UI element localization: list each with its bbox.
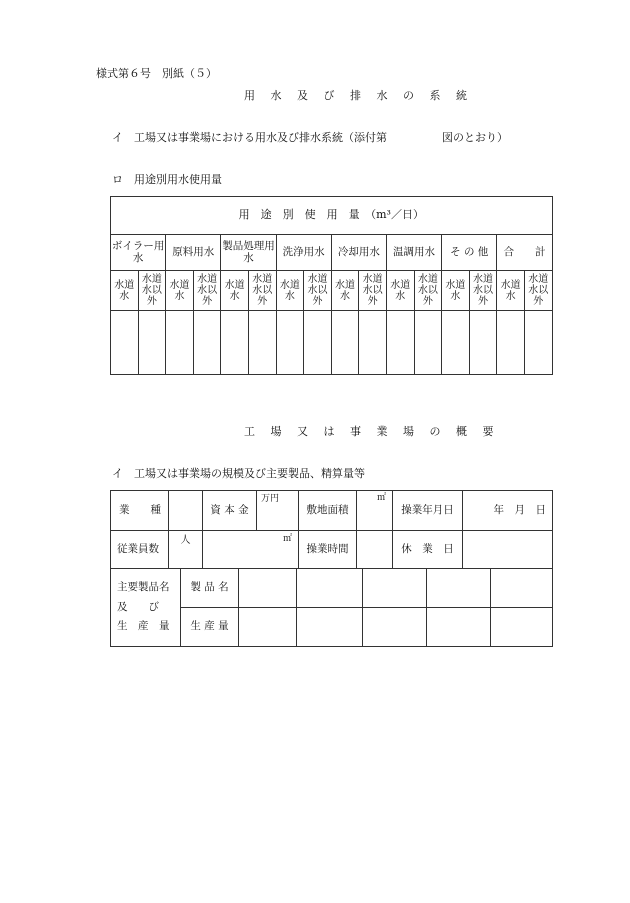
unit-manyen: 万円 (261, 494, 280, 504)
subcategory-row (111, 271, 553, 311)
sub-other: 水道水以外 (193, 271, 221, 311)
category-temp: 温調用水 (386, 235, 441, 271)
category-wash: 洗浄用水 (276, 235, 331, 271)
main-product-line1: 主要製品名 (117, 580, 170, 593)
value-cell[interactable] (304, 311, 332, 375)
product-name-cell[interactable] (491, 569, 553, 608)
sub-water: 水道水 (111, 271, 139, 311)
section-title-water-system: 用 水 及 び 排 水 の 系 統 (244, 89, 473, 102)
sub-other: 水道水以外 (524, 271, 552, 311)
value-cell[interactable] (442, 311, 470, 375)
section-title-overview: 工 場 又 は 事 業 場 の 概 要 (244, 425, 500, 438)
label-employees: 従業員数 (111, 531, 169, 569)
category-total: 合 計 (497, 235, 552, 271)
label-production: 生 産 量 (181, 608, 239, 647)
category-product: 製品処理用 水 (221, 235, 276, 271)
hours-value[interactable] (357, 531, 393, 569)
value-cell[interactable] (359, 311, 387, 375)
start-date-value[interactable] (463, 491, 553, 531)
value-cell[interactable] (497, 311, 525, 375)
value-cell[interactable] (331, 311, 359, 375)
production-cell[interactable] (297, 608, 363, 647)
value-cell[interactable] (524, 311, 552, 375)
category-raw: 原料用水 (166, 235, 221, 271)
sub-water: 水道水 (331, 271, 359, 311)
date-units: 年 月 日 (493, 503, 546, 516)
value-cell[interactable] (111, 311, 139, 375)
label-site-area: 敷地面積 (299, 491, 357, 531)
sub-water: 水道水 (166, 271, 194, 311)
production-cell[interactable] (239, 608, 297, 647)
sub-other: 水道水以外 (414, 271, 442, 311)
production-cell[interactable] (427, 608, 491, 647)
usage-table (110, 196, 553, 375)
value-cell[interactable] (166, 311, 194, 375)
form-label: 様式第６号 別紙（５） (96, 67, 217, 80)
product-name-cell[interactable] (427, 569, 491, 608)
gyoshu-value[interactable] (169, 491, 203, 531)
production-cell[interactable] (491, 608, 553, 647)
sub-water: 水道水 (221, 271, 249, 311)
value-cell[interactable] (248, 311, 276, 375)
value-cell[interactable] (469, 311, 497, 375)
overview-table (110, 490, 553, 569)
sub-water: 水道水 (442, 271, 470, 311)
area-value[interactable] (203, 531, 299, 569)
sub-other: 水道水以外 (138, 271, 166, 311)
unit-sqm: ㎡ (376, 493, 386, 503)
value-cell[interactable] (414, 311, 442, 375)
item-i-water-system: イ 工場又は事業場における用水及び排水系統（添付第 図のとおり） (112, 131, 508, 144)
product-name-cell[interactable] (297, 569, 363, 608)
value-cell[interactable] (221, 311, 249, 375)
label-gyoshu: 業 種 (111, 491, 169, 531)
product-name-cell[interactable] (239, 569, 297, 608)
sub-water: 水道水 (497, 271, 525, 311)
category-boiler: ボイラー用 水 (111, 235, 166, 271)
item-ro-usage: ロ 用途別用水使用量 (112, 173, 222, 186)
label-capital: 資 本 金 (203, 491, 257, 531)
production-cell[interactable] (363, 608, 427, 647)
employees-value[interactable] (169, 531, 203, 569)
unit-sqm-2: ㎡ (282, 534, 292, 544)
sub-other: 水道水以外 (248, 271, 276, 311)
main-product-line3: 生 産 量 (117, 620, 170, 633)
holiday-value[interactable] (463, 531, 553, 569)
sub-water: 水道水 (276, 271, 304, 311)
value-cell[interactable] (138, 311, 166, 375)
label-hours: 操業時間 (299, 531, 357, 569)
category-other: そ の 他 (442, 235, 497, 271)
usage-value-row (111, 311, 553, 375)
capital-value[interactable] (257, 491, 299, 531)
label-main-product (111, 569, 181, 647)
sub-other: 水道水以外 (359, 271, 387, 311)
value-cell[interactable] (276, 311, 304, 375)
category-cooling: 冷却用水 (331, 235, 386, 271)
value-cell[interactable] (386, 311, 414, 375)
sub-water: 水道水 (386, 271, 414, 311)
item-i-overview: イ 工場又は事業場の規模及び主要製品、精算量等 (112, 467, 365, 480)
value-cell[interactable] (193, 311, 221, 375)
category-row (111, 235, 553, 271)
label-holiday: 休 業 日 (393, 531, 463, 569)
site-area-value[interactable] (357, 491, 393, 531)
unit-person: 人 (180, 535, 191, 546)
products-table (110, 568, 553, 647)
label-product-name: 製 品 名 (181, 569, 239, 608)
usage-table-header: 用 途 別 使 用 量 （m³／日） (111, 197, 553, 235)
label-start-date: 操業年月日 (393, 491, 463, 531)
product-name-cell[interactable] (363, 569, 427, 608)
sub-other: 水道水以外 (304, 271, 332, 311)
main-product-line2: 及 び (117, 600, 159, 613)
sub-other: 水道水以外 (469, 271, 497, 311)
